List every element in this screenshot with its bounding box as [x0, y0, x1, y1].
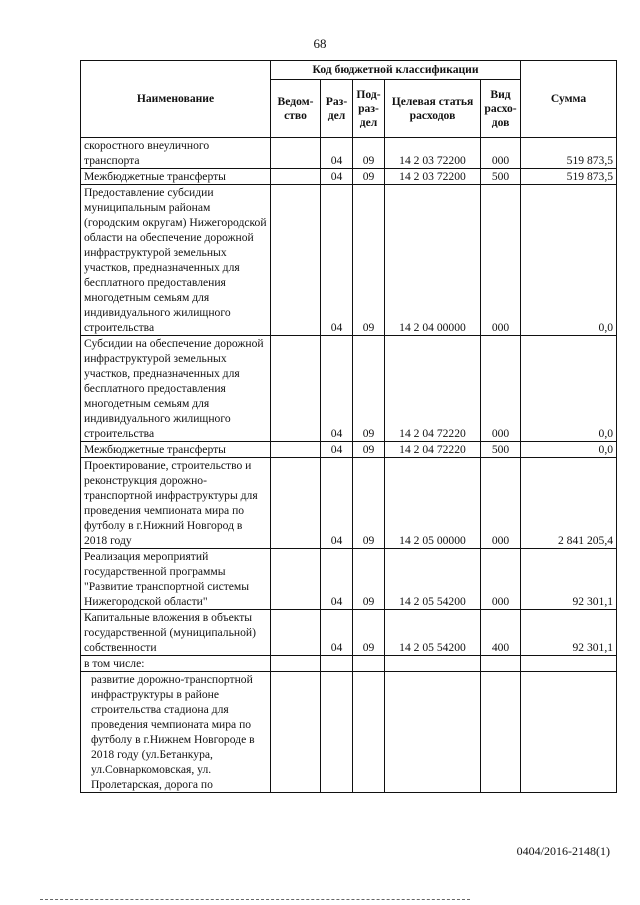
cell-ved: [271, 138, 321, 169]
cell-statya: 14 2 03 72200: [385, 138, 481, 169]
cell-statya: 14 2 05 54200: [385, 549, 481, 610]
cell-ved: [271, 610, 321, 656]
cell-razdel: 04: [321, 169, 353, 185]
cell-summa: [521, 672, 617, 793]
cell-vid: 500: [481, 442, 521, 458]
cell-ved: [271, 458, 321, 549]
cell-statya: [385, 672, 481, 793]
cell-name: в том числе:: [81, 656, 271, 672]
cell-ved: [271, 336, 321, 442]
cell-ved: [271, 442, 321, 458]
table-row: [81, 336, 617, 442]
header-vid: Вид расхо-дов: [481, 80, 521, 138]
cell-name: Реализация мероприятий государственной программы "Развитие транспортной системы Нижегородской области": [81, 549, 271, 610]
cell-razdel: 04: [321, 549, 353, 610]
cell-summa: [521, 656, 617, 672]
table-row: [81, 138, 617, 169]
cell-summa: 519 873,5: [521, 169, 617, 185]
cell-podrazdel: 09: [353, 336, 385, 442]
budget-table: [80, 60, 617, 793]
cell-razdel: [321, 672, 353, 793]
cell-statya: 14 2 04 72220: [385, 336, 481, 442]
cell-vid: 000: [481, 138, 521, 169]
cell-razdel: 04: [321, 185, 353, 336]
cell-vid: 000: [481, 458, 521, 549]
cell-statya: 14 2 04 00000: [385, 185, 481, 336]
cell-podrazdel: [353, 656, 385, 672]
table-row: [81, 185, 617, 336]
cell-podrazdel: 09: [353, 138, 385, 169]
cell-podrazdel: 09: [353, 549, 385, 610]
cell-summa: 0,0: [521, 185, 617, 336]
cell-razdel: 04: [321, 610, 353, 656]
table-row: [81, 656, 617, 672]
cell-name: Субсидии на обеспечение дорожной инфраструктурой земельных участков, предназначенных для бесплатного предоставления многодетным семьям для индивидуального жилищного строительства: [81, 336, 271, 442]
cell-name: Предоставление субсидии муниципальным районам (городским округам) Нижегородской области на обеспечение дорожной инфраструктурой земельных участков, предназначенных для бесплатного предоставления многодетным семьям для индивидуального жилищного строительства: [81, 185, 271, 336]
header-vedomstvo: Ведом-ство: [271, 80, 321, 138]
cell-ved: [271, 185, 321, 336]
cell-podrazdel: 09: [353, 169, 385, 185]
cell-podrazdel: 09: [353, 442, 385, 458]
cell-vid: 400: [481, 610, 521, 656]
cell-statya: [385, 656, 481, 672]
cell-name: Межбюджетные трансферты: [81, 442, 271, 458]
table-row: [81, 442, 617, 458]
cell-vid: [481, 656, 521, 672]
cell-ved: [271, 169, 321, 185]
table-row: [81, 610, 617, 656]
header-statya: Целевая статья расходов: [385, 80, 481, 138]
cell-statya: 14 2 05 54200: [385, 610, 481, 656]
cell-summa: 92 301,1: [521, 549, 617, 610]
cell-vid: 000: [481, 185, 521, 336]
document-code: 0404/2016-2148(1): [516, 844, 610, 858]
header-classification-group: Код бюджетной классификации: [271, 61, 521, 80]
cell-summa: 92 301,1: [521, 610, 617, 656]
cell-name: Проектирование, строительство и реконструкция дорожно-транспортной инфраструктуры для проведения чемпионата мира по футболу в г.Нижний Новгород в 2018 году: [81, 458, 271, 549]
cell-summa: 2 841 205,4: [521, 458, 617, 549]
cell-summa: 519 873,5: [521, 138, 617, 169]
cell-razdel: [321, 656, 353, 672]
cell-ved: [271, 656, 321, 672]
cell-name: Капитальные вложения в объекты государственной (муниципальной) собственности: [81, 610, 271, 656]
header-podrazdel: Под-раз-дел: [353, 80, 385, 138]
cell-vid: [481, 672, 521, 793]
header-razdel: Раз-дел: [321, 80, 353, 138]
cell-summa: 0,0: [521, 442, 617, 458]
table-row: [81, 458, 617, 549]
cell-vid: 000: [481, 549, 521, 610]
table-row: [81, 672, 617, 793]
table-row: [81, 169, 617, 185]
cell-ved: [271, 549, 321, 610]
cell-ved: [271, 672, 321, 793]
cell-name: развитие дорожно-транспортной инфраструктуры в районе строительства стадиона для проведения чемпионата мира по футболу в г.Нижнем Новгороде в 2018 году (ул.Бетанкура, ул.Совнаркомовская, ул. Пролетарская, дорога по: [81, 672, 271, 793]
scan-divider: [40, 899, 470, 900]
cell-statya: 14 2 03 72200: [385, 169, 481, 185]
cell-podrazdel: 09: [353, 185, 385, 336]
cell-statya: 14 2 04 72220: [385, 442, 481, 458]
cell-podrazdel: 09: [353, 458, 385, 549]
table-row: [81, 549, 617, 610]
cell-razdel: 04: [321, 442, 353, 458]
cell-summa: 0,0: [521, 336, 617, 442]
cell-statya: 14 2 05 00000: [385, 458, 481, 549]
cell-podrazdel: [353, 672, 385, 793]
cell-name: скоростного внеуличного транспорта: [81, 138, 271, 169]
header-name: Наименование: [81, 61, 271, 138]
cell-name: Межбюджетные трансферты: [81, 169, 271, 185]
page-number: 68: [313, 36, 327, 51]
cell-razdel: 04: [321, 138, 353, 169]
header-summa: Сумма: [521, 61, 617, 138]
cell-podrazdel: 09: [353, 610, 385, 656]
cell-vid: 500: [481, 169, 521, 185]
cell-vid: 000: [481, 336, 521, 442]
cell-razdel: 04: [321, 336, 353, 442]
cell-razdel: 04: [321, 458, 353, 549]
